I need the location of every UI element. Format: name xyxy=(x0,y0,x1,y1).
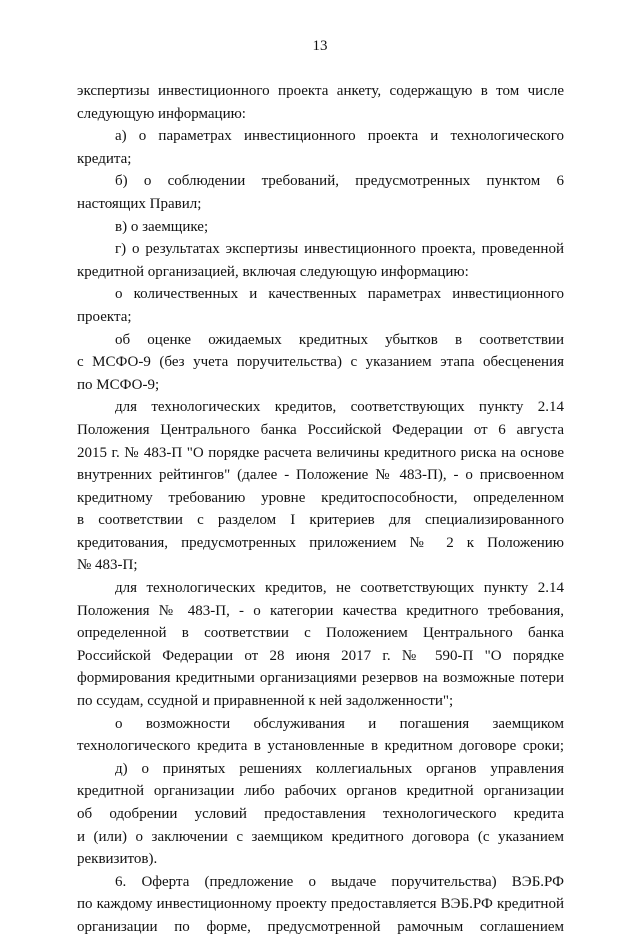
text-line: об одобрении условий предоставления технологического кредита xyxy=(77,806,564,822)
text-line: с МСФО-9 (без учета поручительства) с указанием этапа обесценения xyxy=(77,354,564,371)
text-line: об оценке ожидаемых кредитных убытков в соответствии xyxy=(115,331,564,348)
text-line: кредитному требованию уровне кредитоспособности, определенном xyxy=(77,489,564,506)
text-line: реквизитов). xyxy=(77,851,158,868)
text-line: проекта; xyxy=(77,308,132,325)
text-line: внутренних рейтингов" (далее - Положение № 483-П), - о присвоенном xyxy=(77,467,564,484)
text-line: кредита; xyxy=(77,150,132,167)
text-line: формирования кредитными организациями резервов на возможные потери xyxy=(77,670,564,687)
text-line: по каждому инвестиционному проекту предоставляется ВЭБ.РФ кредитной xyxy=(77,896,564,913)
text-line: в) о заемщике; xyxy=(115,218,209,235)
text-line: о количественных и качественных параметрах инвестиционного xyxy=(115,286,564,303)
text-line: следующую информацию: xyxy=(77,105,246,122)
text-line: кредитной организации либо рабочих органов кредитной организации xyxy=(77,783,564,800)
text-line: технологического кредита в установленные в кредитном договоре сроки; xyxy=(77,738,564,755)
text-line: по МСФО-9; xyxy=(77,376,160,393)
text-line: а) о параметрах инвестиционного проекта и технологического xyxy=(115,128,564,145)
text-line: Положения № 483-П, - о категории качества кредитного требования, xyxy=(77,602,564,619)
text-line: 2015 г. № 483-П "О порядке расчета величины кредитного риска на основе xyxy=(77,444,564,461)
text-line: г) о результатах экспертизы инвестиционного проекта, проведенной xyxy=(115,241,564,258)
text-line: Положения Центрального банка Российской Федерации от 6 августа xyxy=(77,421,564,438)
page-number: 13 xyxy=(312,38,328,54)
text-line: в соответствии с разделом I критериев для специализированного xyxy=(77,512,564,529)
text-line: настоящих Правил; xyxy=(77,195,202,212)
document-body xyxy=(77,80,564,939)
text-line: 6. Оферта (предложение о выдаче поручительства) ВЭБ.РФ xyxy=(115,873,564,890)
text-line: кредитования, предусмотренных приложением № 2 к Положению xyxy=(77,534,564,551)
text-line: организации по форме, предусмотренной рамочным соглашением xyxy=(77,918,564,935)
text-line: и (или) о заключении с заемщиком кредитного договора (с указанием xyxy=(77,828,564,845)
text-line: о возможности обслуживания и погашения заемщиком xyxy=(115,715,564,732)
text-line: б) о соблюдении требований, предусмотренных пунктом 6 xyxy=(115,173,564,190)
text-line: определенной в соответствии с Положением Центрального банка xyxy=(77,625,564,642)
text-line: д) о принятых решениях коллегиальных органов управления xyxy=(115,760,564,777)
text-line: кредитной организацией, включая следующую информацию: xyxy=(77,263,469,280)
text-line: № 483-П; xyxy=(77,557,138,574)
text-line: по ссудам, ссудной и приравненной к ней задолженности"; xyxy=(77,693,454,710)
text-line: для технологических кредитов, не соответствующих пункту 2.14 xyxy=(115,580,564,597)
text-line: Российской Федерации от 28 июня 2017 г. № 590-П "О порядке xyxy=(77,647,564,664)
text-line: для технологических кредитов, соответствующих пункту 2.14 xyxy=(115,399,564,416)
text-line: экспертизы инвестиционного проекта анкету, содержащую в том числе xyxy=(77,83,564,99)
